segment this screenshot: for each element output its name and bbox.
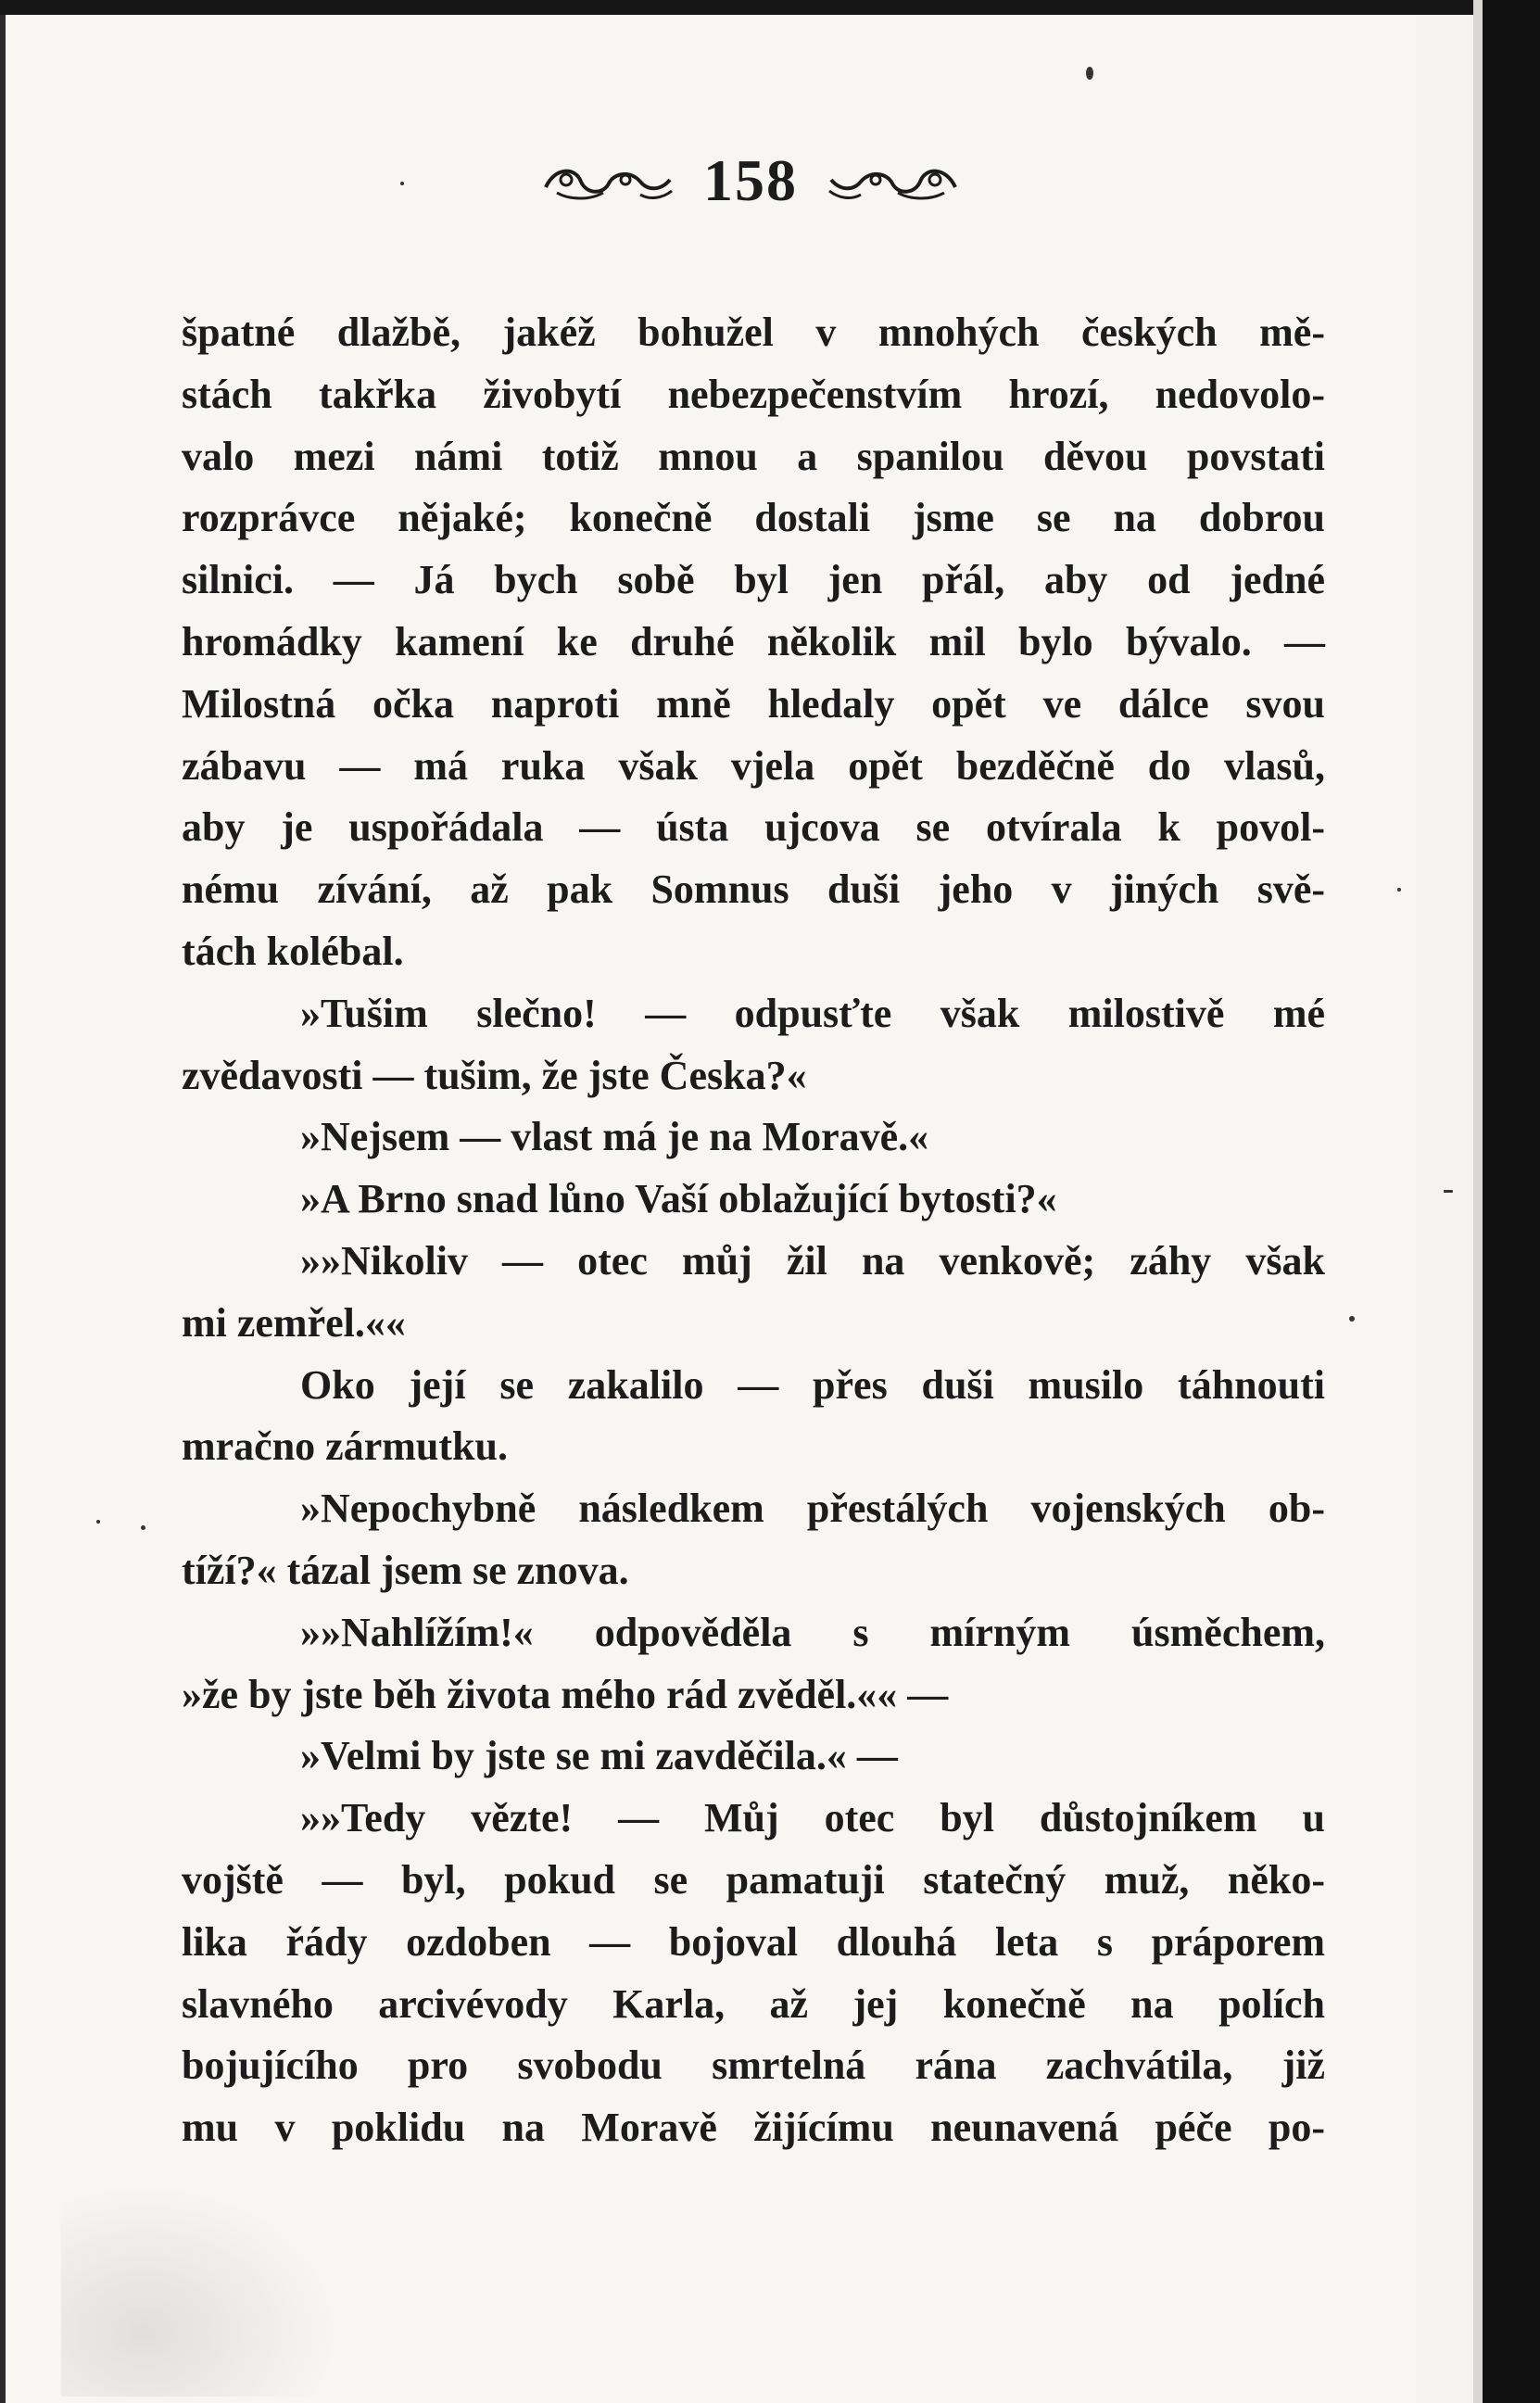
text-line: »že by jste běh života mého rád zvěděl.«« —: [182, 1671, 949, 1717]
text-line: vojště — byl, pokud se pamatuji statečný muž, někо-: [182, 1856, 1325, 1903]
text-line: nému zívání, až pak Somnus duši jeho v jiných svě-: [182, 866, 1325, 913]
text-line: mi zemřel.««: [182, 1299, 406, 1346]
scan-speck: [1086, 67, 1093, 80]
text-line: tách kolébal.: [182, 928, 404, 974]
text-line: valo mezi námi totiž mnou a spanilou děvou povstati: [182, 433, 1325, 479]
scan-speck: [1349, 1316, 1355, 1322]
scan-speck: [96, 1520, 100, 1524]
page-number: 158: [703, 147, 798, 213]
scan-border-right: [1483, 0, 1540, 2403]
floral-ornament-icon: [538, 158, 677, 204]
text-line: »A Brno snad lůno Vaší oblažující bytosti?«: [300, 1176, 1057, 1222]
text-line: »Tušim slečno! — odpusťte však milostivě mé: [300, 990, 1325, 1036]
page-edge: [1473, 0, 1483, 2403]
text-line: slavného arcivévody Karla, až jej konečně na polích: [182, 1980, 1325, 2027]
scan-speck: [1444, 1190, 1453, 1193]
floral-ornament-icon: [824, 158, 963, 204]
text-line: lika řády ozdoben — bojoval dlouhá leta s práporem: [182, 1918, 1325, 1965]
text-line: mu v poklidu na Moravě žijícímu neunavená péče po-: [182, 2105, 1325, 2151]
text-line: Oko její se zakalilo — přes duši musilo táhnouti: [300, 1361, 1325, 1408]
text-line: tíží?« tázal jsem se znova.: [182, 1547, 629, 1593]
scan-speck: [1397, 888, 1401, 892]
text-line: »Nejsem — vlast má je na Moravě.«: [300, 1114, 929, 1160]
body-text: [182, 302, 1325, 2159]
scan-speck: [141, 1525, 145, 1530]
text-line: silnici. — Já bych sobě byl jen přál, aby od jedné: [182, 557, 1325, 603]
text-line: aby je uspořádala — ústa ujcova se otvírala k povol-: [182, 804, 1325, 851]
text-line: »»Nikoliv — otec můj žil na venkově; záhy však: [300, 1237, 1325, 1284]
text-line: mračno zármutku.: [182, 1423, 508, 1470]
text-line: bojujícího pro svobodu smrtelná rána zachvátila, již: [182, 2043, 1325, 2089]
text-line: zvědavosti — tušim, že jste Česka?«: [182, 1052, 807, 1098]
text-line: »Velmi by jste se mi zavděčila.« —: [300, 1733, 898, 1779]
text-line: hromádky kamení ke druhé několik mil bylo bývalo. —: [182, 618, 1325, 664]
text-line: rozprávce nějaké; konečně dostali jsme se na dobrou: [182, 495, 1325, 541]
text-line: »»Tedy vězte! — Můj otec byl důstojníkem u: [300, 1795, 1325, 1841]
scan-border-top: [0, 0, 1540, 15]
text-line: Milostná očka naproti mně hledaly opět ve dálce svou: [182, 680, 1325, 727]
text-line: »»Nahlížím!« odpověděla s mírným úsměchem,: [300, 1609, 1325, 1655]
text-line: »Nepochybně následkem přestálých vojenských ob-: [300, 1486, 1325, 1532]
text-line: špatné dlažbě, jakéž bohužel v mnohých českých mě-: [182, 310, 1325, 355]
text-line: zábavu — má ruka však vjela opět bezděčně do vlasů,: [182, 742, 1325, 789]
scan-speck: [400, 182, 404, 185]
text-line: stách takřka živobytí nebezpečenstvím hrozí, nedovolo-: [182, 371, 1325, 417]
running-header: [519, 148, 982, 213]
page-wear-mark: [61, 2183, 339, 2397]
